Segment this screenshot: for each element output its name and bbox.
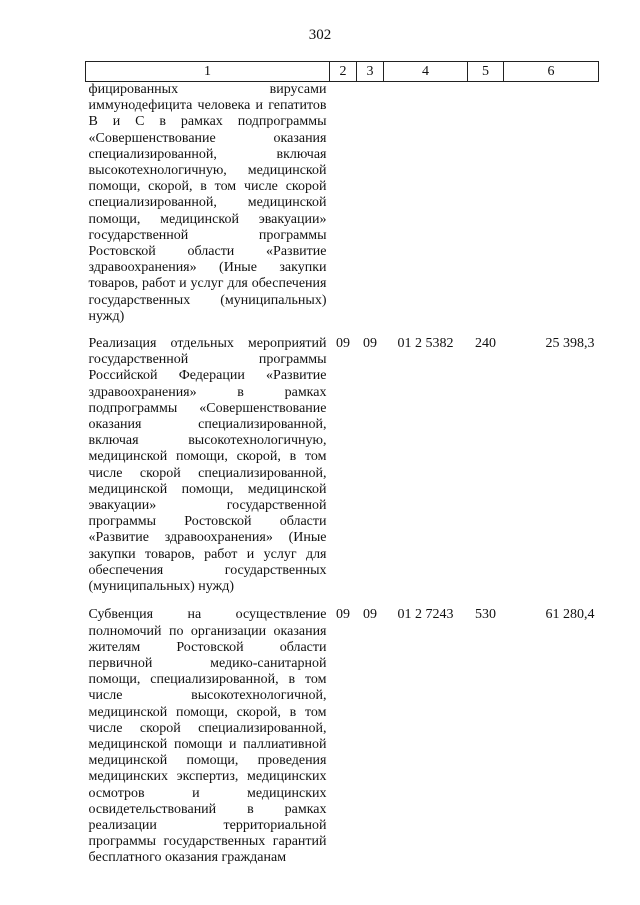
row-description: фицированных вирусами иммунодефицита человека и гепатитов В и С в рамках подпрограммы «Совершенствование оказания специализированной, включая высокотехнологичную, медицинской помощи, скорой, в том числе скорой специализированной, медицинской помощи, медицинской эвакуации» государственной программы Ростовской области «Развитие здравоохранения» (Иные закупки товаров, работ и услуг для обеспечения государственных (муниципальных) нужд) [88,82,327,324]
row-target-article [384,82,468,337]
column-header-5: 5 [468,62,504,82]
row-target-article: 01 2 5382 [397,336,454,352]
row-amount [504,82,599,337]
column-header-6: 6 [504,62,599,82]
row-amount: 25 398,3 [545,336,595,352]
row-description: Субвенция на осуществление полномочий по организации оказания жителям Ростовской области первичной медико-санитарной помощи, специализированной, в том числе высокотехнологичной, медицинской помощи, скорой, в том числе скорой специализированной, медицинской помощи и паллиативной медицинской помощи, проведения медицинских экспертиз, медицинских осмотров и медицинских освидетельствований в рамках реализации территориальной программы государственных гарантий бесплатного оказания гражданам [88,607,327,866]
table-header [86,62,599,82]
column-header-2: 2 [330,62,357,82]
column-header-1: 1 [86,62,330,82]
table-row [86,607,599,866]
table-row [86,82,599,337]
row-section [330,82,357,337]
row-section: 09 [336,336,350,352]
budget-table [85,61,599,867]
page-number: 302 [308,27,332,43]
row-description: Реализация отдельных мероприятий государственной программы Российской Федерации «Развитие здравоохранения» в рамках подпрограммы «Совершенствование оказания специализированной, включая высокотехнологичную, медицинской помощи, скорой, в том числе скорой специализированной, медицинской помощи, медицинской эвакуации» государственной программы Ростовской области «Развитие здравоохранения» (Иные закупки товаров, работ и услуг для обеспечения государственных (муниципальных) нужд) [88,336,327,595]
row-expense-type: 240 [475,336,496,352]
row-expense-type: 530 [475,607,496,623]
row-expense-type [468,82,504,337]
row-subsection: 09 [363,607,377,623]
row-subsection [357,82,384,337]
row-subsection: 09 [363,336,377,352]
header-row [86,62,599,82]
row-section: 09 [336,607,350,623]
table-row [86,336,599,607]
row-amount: 61 280,4 [545,607,595,623]
row-target-article: 01 2 7243 [397,607,454,623]
column-header-4: 4 [384,62,468,82]
column-header-3: 3 [357,62,384,82]
